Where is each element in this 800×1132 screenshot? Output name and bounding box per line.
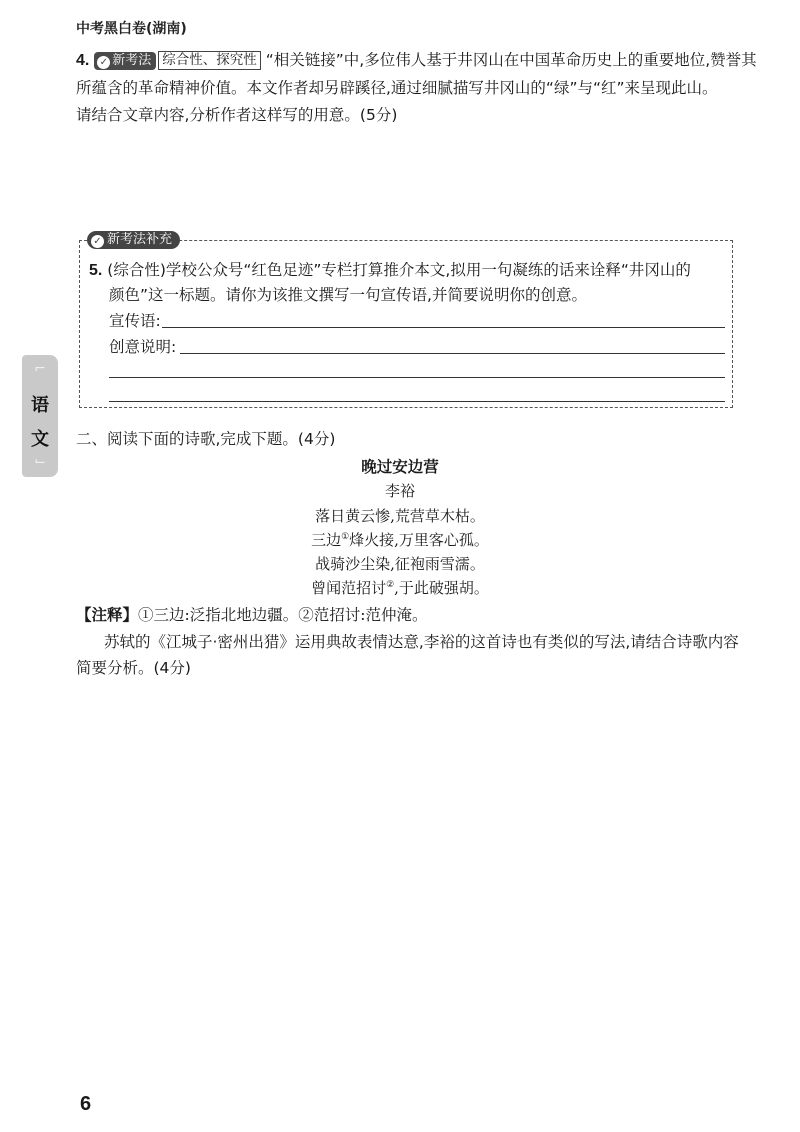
tab-decoration-top: ⌐ — [34, 361, 46, 377]
q5-number: 5. — [89, 262, 103, 279]
poem-line-2a: 三边 — [311, 531, 342, 549]
poem-title: 晚过安边营 — [361, 457, 439, 476]
supplement-title-text: 新考法补充 — [107, 232, 173, 247]
q4-line3: 请结合文章内容,分析作者这样写的用意。(5分) — [76, 106, 398, 124]
note-text: ①三边:泛指北地边疆。②范招讨:范仲淹。 — [138, 606, 428, 624]
q4-line2: 所蕴含的革命精神价值。本文作者却另辟蹊径,通过细腻描写井冈山的“绿”与“红”来呈现此山。 — [76, 79, 718, 97]
explain-answer-line-2[interactable] — [109, 377, 725, 378]
check-icon: ✓ — [91, 235, 104, 248]
check-icon: ✓ — [97, 56, 110, 69]
explain-answer-line-3[interactable] — [109, 401, 725, 402]
q4-text1: “相关链接”中,多位伟人基于井冈山在中国革命历史上的重要地位,赞誉其 — [265, 51, 757, 69]
slogan-answer-line[interactable] — [162, 327, 725, 328]
poem-line-2 — [0, 529, 800, 550]
poem-line-4a: 曾闻范招讨 — [311, 579, 387, 597]
q4-line1 — [76, 48, 757, 73]
footnote-mark-2: ② — [386, 580, 395, 590]
tab-decoration-bottom: ⌙ — [34, 453, 46, 469]
badge-label: 新考法 — [112, 53, 152, 68]
q4-tag: 综合性、探究性 — [158, 51, 261, 70]
q4-number: 4. — [76, 52, 90, 69]
q5-text1: (综合性)学校公众号“红色足迹”专栏打算推介本文,拟用一句凝练的话来诠释“井冈山的 — [107, 261, 691, 279]
explain-label: 创意说明: — [109, 338, 177, 356]
poem-line-3: 战骑沙尘染,征袍雨雪濡。 — [315, 555, 485, 573]
slogan-label: 宣传语: — [109, 312, 161, 330]
section2-question-line2: 简要分析。(4分) — [76, 659, 191, 677]
side-tab-char-2: 文 — [31, 429, 49, 450]
q5-line2: 颜色”这一标题。请你为该推文撰写一句宣传语,并简要说明你的创意。 — [109, 286, 587, 304]
side-tab-char-1: 语 — [31, 395, 49, 416]
explain-answer-line-1[interactable] — [180, 353, 725, 354]
poem-line-4b: ,于此破强胡。 — [394, 579, 489, 597]
q5-line1 — [89, 258, 691, 283]
supplement-title — [87, 231, 180, 249]
page-number: 6 — [80, 1093, 92, 1115]
poem-line-4 — [0, 577, 800, 598]
section2-heading: 二、阅读下面的诗歌,完成下题。(4分) — [76, 430, 336, 448]
section2-question-line1: 苏轼的《江城子·密州出猎》运用典故表情达意,李裕的这首诗也有类似的写法,请结合诗歌内容 — [104, 633, 739, 651]
poem-line-1: 落日黄云惨,荒营草木枯。 — [315, 507, 485, 525]
footnote-mark-1: ① — [341, 532, 350, 542]
header-title: 中考黑白卷(湖南) — [76, 21, 187, 37]
poem-author: 李裕 — [384, 482, 415, 500]
new-method-badge — [94, 52, 156, 70]
note-label: 【注释】 — [76, 606, 139, 624]
poem-note — [76, 603, 427, 627]
poem-line-2b: 烽火接,万里客心孤。 — [349, 531, 489, 549]
